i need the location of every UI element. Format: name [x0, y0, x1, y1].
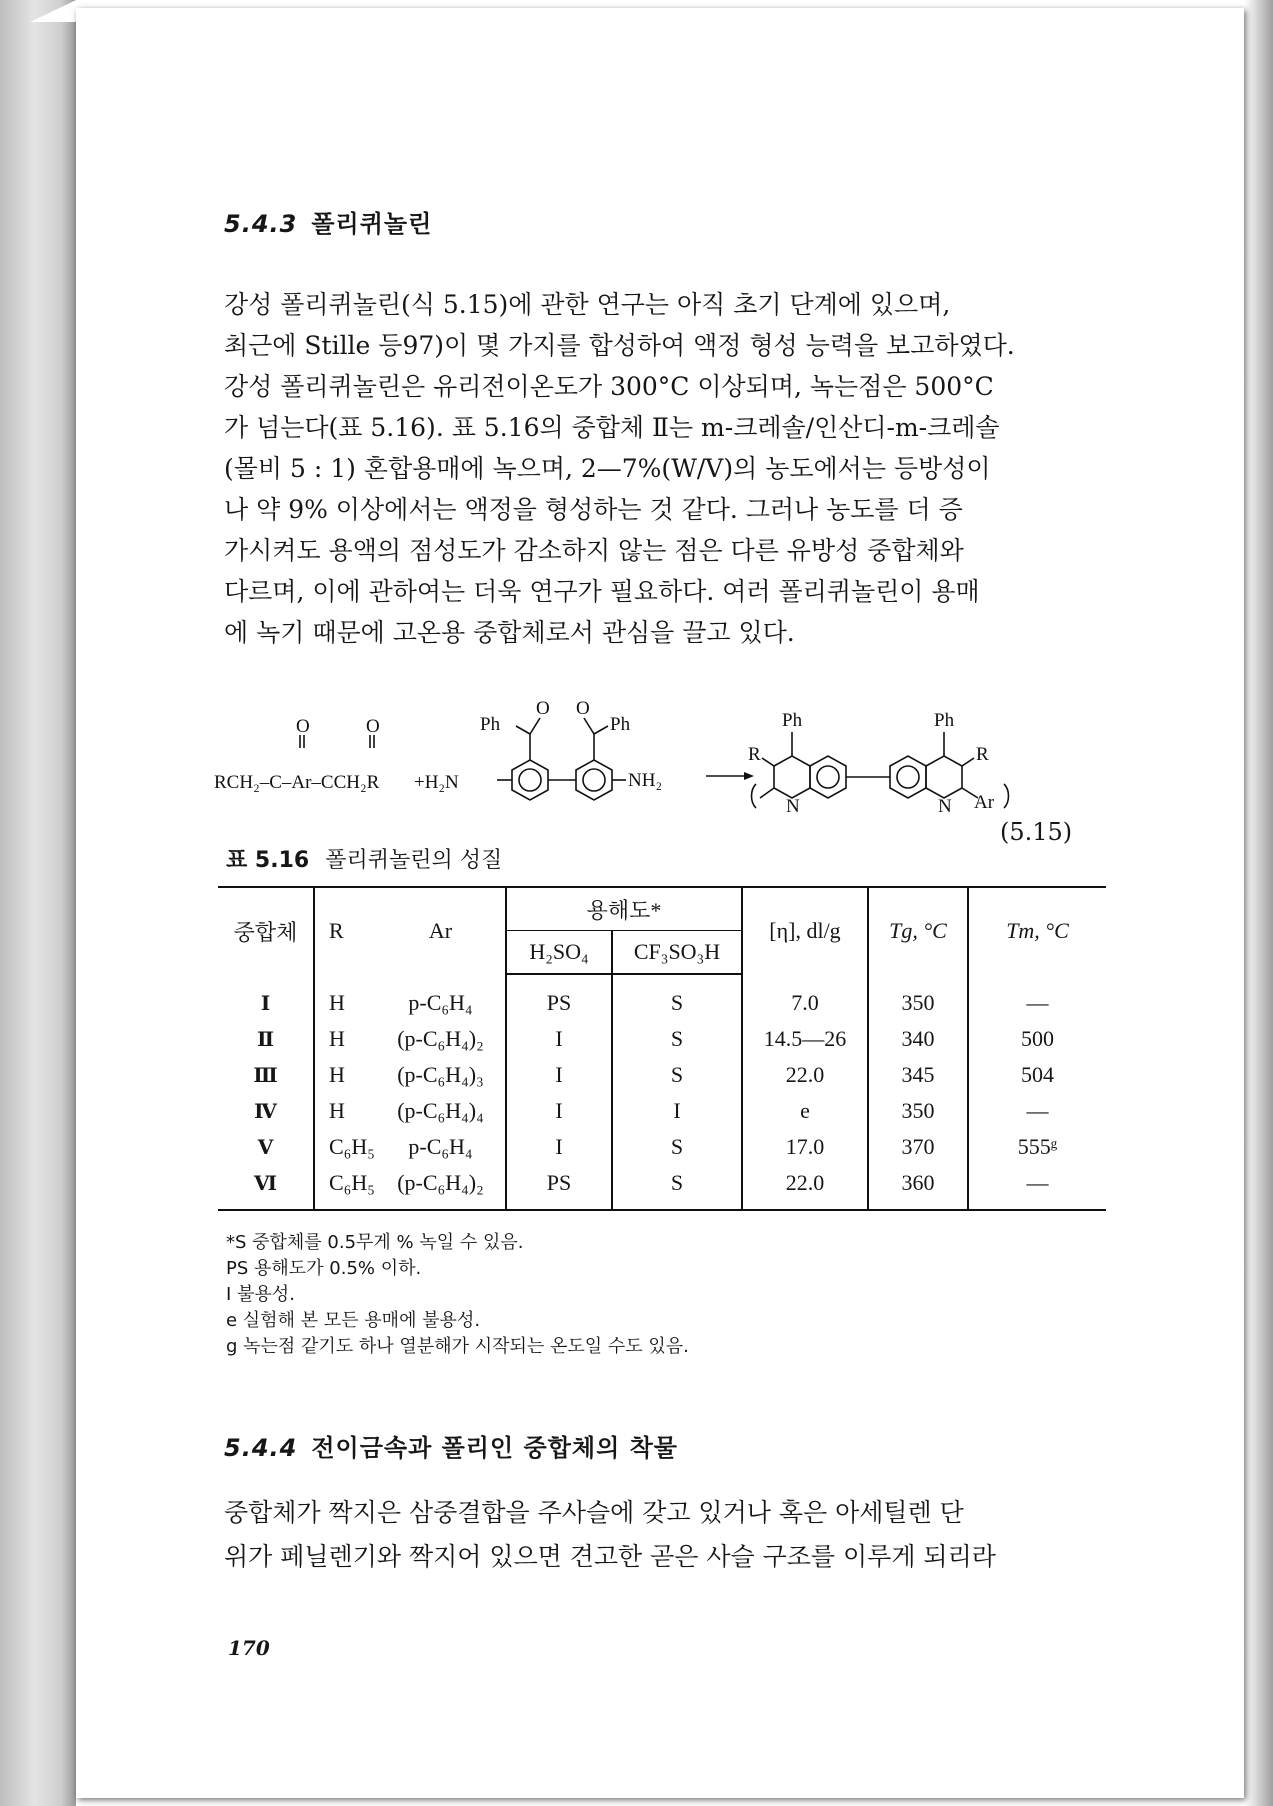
- paragraph-line: 강성 폴리퀴놀린(식 5.15)에 관한 연구는 아직 초기 단계에 있으며,: [224, 290, 951, 319]
- cell-ar: p-C₆H₄: [408, 989, 473, 1015]
- polymer-id: Ⅳ: [254, 1099, 277, 1123]
- aryl-label: Ar: [974, 792, 995, 813]
- cell-cf3so3h: S: [612, 1057, 742, 1093]
- cell-r: C₆H₅: [314, 1129, 376, 1165]
- cell-tg: 345: [868, 1057, 968, 1093]
- oxygen-label: O: [366, 716, 380, 737]
- header-polymer: 중합체: [218, 887, 314, 974]
- r-bond: [762, 758, 774, 766]
- r-bond: [962, 758, 974, 766]
- phenyl-label: Ph: [934, 710, 955, 731]
- table-row: [218, 1129, 1106, 1165]
- intro-paragraph: [224, 284, 1104, 653]
- cell-viscosity: 14.5—26: [742, 1021, 868, 1057]
- polymer-bracket-right: [1004, 784, 1009, 808]
- aromatic-circle: [583, 769, 605, 791]
- polymer-id: Ⅵ: [218, 1165, 314, 1210]
- cell-tm: —: [968, 974, 1106, 1021]
- benzene-ring: [810, 756, 846, 798]
- polymer-id: Ⅲ: [253, 1063, 278, 1087]
- paragraph-line: 강성 폴리퀴놀린은 유리전이온도가 300°C 이상되며, 녹는점은 500°C: [224, 372, 994, 401]
- cell-r: H: [314, 1093, 376, 1129]
- polymer-bracket-left: [752, 784, 757, 808]
- substituent-r-label: R: [748, 744, 761, 765]
- cell-viscosity: e: [742, 1093, 868, 1129]
- benzoyl-bond: [516, 726, 530, 734]
- cell-cf3so3h: S: [612, 1165, 742, 1210]
- cell-r: H: [314, 1057, 376, 1093]
- paragraph-line: 가 넘는다(표 5.16). 표 5.16의 중합체 Ⅱ는 m-크레솔/인산디-m-크레솔: [224, 413, 1000, 442]
- polymer-id: Ⅴ: [257, 1135, 274, 1159]
- cell-tm: 504: [968, 1057, 1106, 1093]
- section-number: 5.4.4: [224, 1434, 298, 1462]
- paragraph-line: 가시켜도 용액의 점성도가 감소하지 않는 점은 다른 유방성 중합체와: [224, 536, 964, 565]
- footnote: I 불용성.: [226, 1284, 295, 1305]
- cell-tg: 360: [868, 1165, 968, 1210]
- cell-tm: 500: [968, 1021, 1106, 1057]
- table-title: 폴리퀴놀린의 성질: [325, 848, 503, 873]
- reactant-diketone: RCH₂–C–Ar–CCH₂R: [214, 772, 380, 793]
- cell-ar: (p-C₆H₄)₄: [397, 1098, 484, 1123]
- cell-ar: p-C₆H₄: [408, 1134, 473, 1159]
- header-ar: Ar: [376, 887, 506, 974]
- cell-tm: 555ᵍ: [968, 1129, 1106, 1165]
- cell-tm: —: [968, 1093, 1106, 1129]
- phenyl-label: Ph: [782, 710, 803, 731]
- paragraph-line: (몰비 5 : 1) 혼합용매에 녹으며, 2—7%(W/V)의 농도에서는 등방성이: [224, 454, 991, 483]
- table-footnotes: [226, 1230, 689, 1360]
- polymer-id: Ⅱ: [257, 1027, 274, 1051]
- table-label: 표 5.16: [226, 848, 310, 873]
- cell-r: H: [314, 974, 376, 1021]
- cell-cf3so3h: I: [612, 1093, 742, 1129]
- nitrogen-label: N: [938, 796, 952, 817]
- oxygen-label: O: [536, 698, 550, 719]
- footnote: *S 중합체를 0.5무게 % 녹일 수 있음.: [226, 1232, 524, 1253]
- section-number: 5.4.3: [224, 210, 298, 238]
- cell-tm: —: [968, 1165, 1106, 1210]
- cell-h2so4: I: [506, 1093, 612, 1129]
- table-row: [218, 1093, 1106, 1129]
- table-row: [218, 1057, 1106, 1093]
- table-row: [218, 974, 1106, 1021]
- footnote: g 녹는점 같기도 하나 열분해가 시작되는 온도일 수도 있음.: [226, 1336, 689, 1357]
- pyridine-ring: [926, 756, 962, 798]
- oxygen-label: O: [296, 716, 310, 737]
- cell-tg: 340: [868, 1021, 968, 1057]
- aromatic-circle: [817, 766, 839, 788]
- header-tm: Tm, °C: [968, 887, 1106, 974]
- cell-h2so4: I: [506, 1129, 612, 1165]
- chain-bond: [760, 788, 774, 798]
- page-right-edge: [1245, 0, 1273, 1806]
- closing-paragraph: [224, 1491, 1114, 1579]
- table-row: [218, 1165, 1106, 1210]
- aromatic-circle: [519, 769, 541, 791]
- polymer-id: Ⅰ: [260, 990, 271, 1015]
- cell-tg: 370: [868, 1129, 968, 1165]
- cell-ar: (p-C₆H₄)₃: [397, 1062, 484, 1087]
- section-title: 폴리퀴놀린: [311, 210, 433, 238]
- cell-viscosity: 22.0: [742, 1165, 868, 1210]
- cell-cf3so3h: S: [612, 1129, 742, 1165]
- cell-h2so4: PS: [506, 974, 612, 1021]
- cell-h2so4: I: [506, 1021, 612, 1057]
- paragraph-line: 위가 페닐렌기와 짝지어 있으면 견고한 곧은 사슬 구조를 이루게 되리라: [224, 1542, 996, 1571]
- pyridine-ring: [774, 756, 810, 798]
- book-page: [76, 8, 1244, 1798]
- arrow-head: [744, 772, 754, 780]
- benzene-ring: [512, 760, 548, 800]
- footnote: e 실험해 본 모든 용매에 불용성.: [226, 1310, 481, 1331]
- header-cf3so3h: CF₃SO₃H: [612, 931, 742, 975]
- header-tg: Tg, °C: [868, 887, 968, 974]
- page-number: 170: [228, 1636, 270, 1660]
- section-heading-5-4-4: [224, 1428, 678, 1463]
- substituent-r-label: R: [976, 744, 989, 765]
- paragraph-line: 최근에 Stille 등97)이 몇 가지를 합성하여 액정 형성 능력을 보고하였다.: [224, 331, 1015, 360]
- paragraph-line: 다르며, 이에 관하여는 더욱 연구가 필요하다. 여러 폴리퀴놀린이 용매: [224, 577, 980, 606]
- equation-number: (5.15): [1000, 818, 1073, 846]
- cell-ar: (p-C₆H₄)₂: [397, 1026, 484, 1051]
- aromatic-circle: [897, 766, 919, 788]
- carbonyl-bond: [584, 718, 594, 734]
- header-solubility: 용해도*: [506, 887, 742, 931]
- oxygen-label: O: [576, 698, 590, 719]
- section-heading-5-4-3: [224, 204, 432, 239]
- cell-cf3so3h: S: [612, 1021, 742, 1057]
- cell-r: C₆H₅: [314, 1165, 376, 1210]
- table-caption: [226, 843, 502, 874]
- reaction-scheme: [214, 680, 1124, 840]
- phenyl-label: Ph: [610, 714, 631, 735]
- benzoyl-bond: [594, 726, 608, 734]
- phenyl-label: Ph: [480, 714, 501, 735]
- cell-viscosity: 7.0: [742, 974, 868, 1021]
- paragraph-line: 에 녹기 때문에 고온용 중합체로서 관심을 끌고 있다.: [224, 618, 795, 647]
- carbonyl-bond: [530, 718, 540, 734]
- footnote: PS 용해도가 0.5% 이하.: [226, 1258, 422, 1279]
- polyquinoline-properties-table: [218, 886, 1106, 1211]
- plus-amine-label: +H₂N: [414, 772, 459, 793]
- benzene-ring: [890, 756, 926, 798]
- cell-h2so4: PS: [506, 1165, 612, 1210]
- amine-end-label: NH₂: [628, 770, 663, 791]
- book-spine-edge: [0, 0, 76, 1806]
- paragraph-line: 나 약 9% 이상에서는 액정을 형성하는 것 같다. 그러나 농도를 더 증: [224, 495, 963, 524]
- cell-ar: (p-C₆H₄)₂: [376, 1165, 506, 1210]
- cell-r: H: [314, 1021, 376, 1057]
- cell-viscosity: 17.0: [742, 1129, 868, 1165]
- header-viscosity: [η], dl/g: [742, 887, 868, 974]
- section-title: 전이금속과 폴리인 중합체의 착물: [311, 1434, 678, 1462]
- header-r: R: [314, 887, 376, 974]
- header-h2so4: H₂SO₄: [506, 931, 612, 975]
- cell-cf3so3h: S: [612, 974, 742, 1021]
- nitrogen-label: N: [786, 796, 800, 817]
- cell-tg: 350: [868, 974, 968, 1021]
- benzene-ring: [576, 760, 612, 800]
- cell-tg: 350: [868, 1093, 968, 1129]
- paragraph-line: 중합체가 짝지은 삼중결합을 주사슬에 갖고 있거나 혹은 아세틸렌 단: [224, 1498, 964, 1527]
- cell-viscosity: 22.0: [742, 1057, 868, 1093]
- table-row: [218, 1021, 1106, 1057]
- cell-h2so4: I: [506, 1057, 612, 1093]
